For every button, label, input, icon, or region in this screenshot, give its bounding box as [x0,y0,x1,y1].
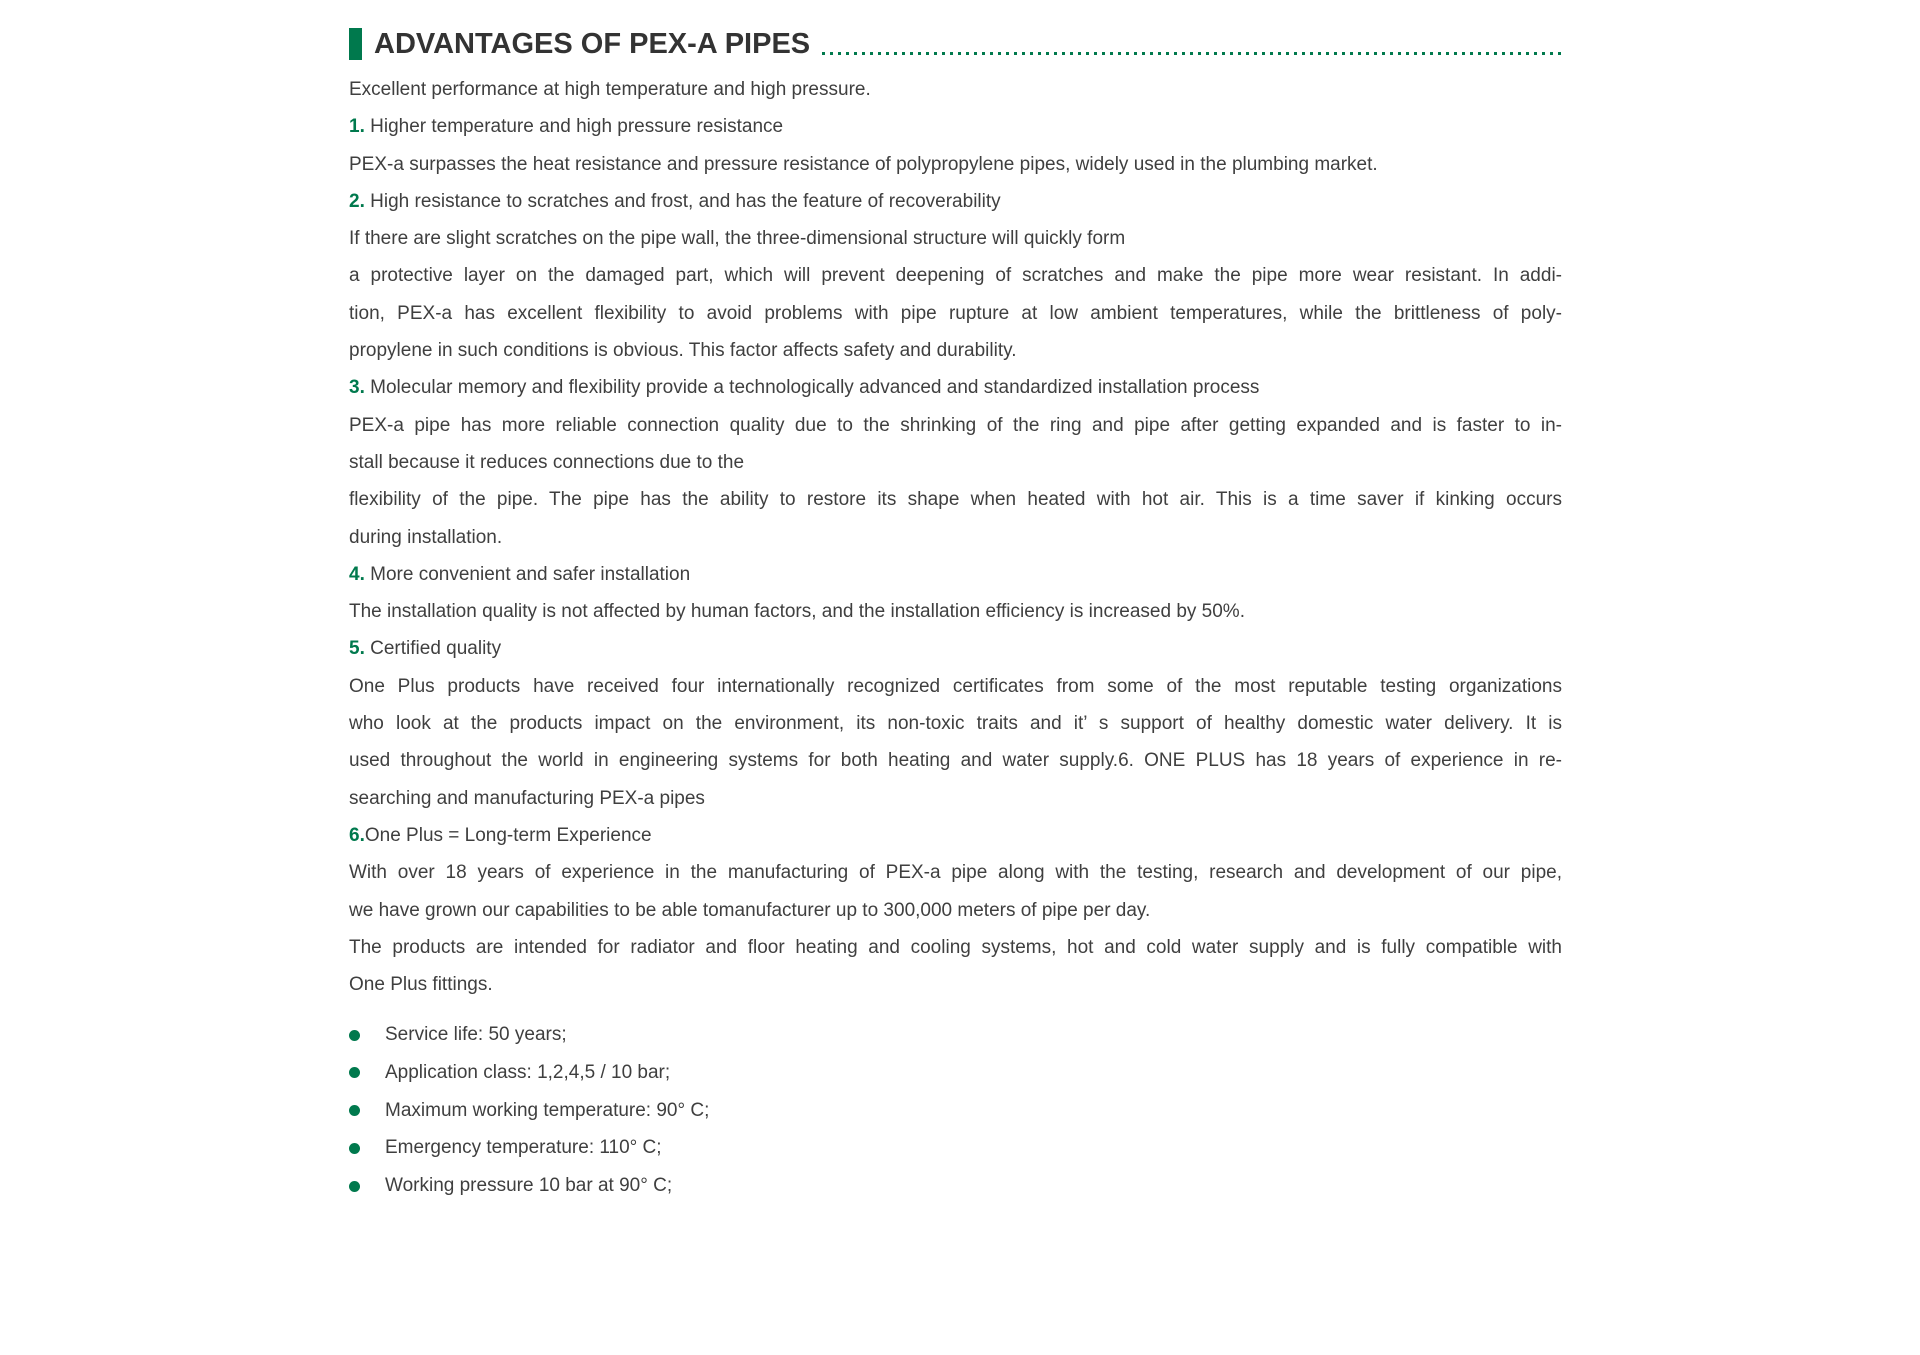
section-header [349,28,1562,60]
bullet-dot-icon [349,1067,360,1078]
numbered-line: 4. More convenient and safer installation [349,563,691,585]
text-line: tion, PEX-a has excellent flexibility to avoid problems with pipe rupture at low ambient temperatures, while the brittleness of poly- [349,302,1562,324]
text-line: If there are slight scratches on the pipe wall, the three-dimensional structure will quickly form [349,228,1126,250]
dotted-rule [822,52,1562,55]
numbered-line: 3. Molecular memory and flexibility provide a technologically advanced and standardized installation process [349,377,1260,399]
spec-item-label: Working pressure 10 bar at 90° C; [385,1175,673,1197]
text-line: The products are intended for radiator and floor heating and cooling systems, hot and cold water supply and is fully compatible with [349,936,1562,958]
content-column [349,28,1562,1205]
spec-item [349,1016,1562,1054]
bullet-dot-icon [349,1105,360,1116]
bullet-dot-icon [349,1143,360,1154]
spec-item-label: Maximum working temperature: 90° C; [385,1099,710,1121]
item-number: 5. [349,638,365,660]
accent-bar [349,28,362,60]
numbered-line: 6.One Plus = Long-term Experience [349,824,652,846]
text-line: One Plus products have received four internationally recognized certificates from some of the most reputable testing organizations [349,675,1562,697]
text-line: The installation quality is not affected by human factors, and the installation efficiency is increased by 50%. [349,601,1245,623]
text-line: PEX-a surpasses the heat resistance and pressure resistance of polypropylene pipes, widely used in the plumbing market. [349,153,1378,175]
spec-item [349,1054,1562,1092]
spec-item [349,1092,1562,1130]
item-number: 6. [349,824,365,846]
numbered-line: 1. Higher temperature and high pressure resistance [349,116,784,138]
text-line: propylene in such conditions is obvious. This factor affects safety and durability. [349,340,1017,362]
text-line: flexibility of the pipe. The pipe has the ability to restore its shape when heated with hot air. This is a time saver if kinking occurs [349,489,1562,511]
spec-item-label: Emergency temperature: 110° C; [385,1137,662,1159]
spec-item-label: Service life: 50 years; [385,1024,567,1046]
text-line: PEX-a pipe has more reliable connection quality due to the shrinking of the ring and pipe after getting expanded and is faster to in- [349,414,1562,436]
section-title: ADVANTAGES OF PEX-A PIPES [374,28,811,60]
text-line: One Plus fittings. [349,974,493,996]
item-number: 3. [349,377,365,399]
text-line: With over 18 years of experience in the manufacturing of PEX-a pipe along with the testing, research and development of our pipe, [349,862,1562,884]
text-line: searching and manufacturing PEX-a pipes [349,787,705,809]
body-text [349,71,1562,1003]
spec-item-label: Application class: 1,2,4,5 / 10 bar; [385,1061,671,1083]
spec-item [349,1129,1562,1167]
numbered-line: 5. Certified quality [349,638,502,660]
spec-item [349,1167,1562,1205]
bullet-dot-icon [349,1030,360,1041]
text-line: who look at the products impact on the environment, its non-toxic traits and it’ s support of healthy domestic water delivery. It is [349,713,1562,735]
item-number: 4. [349,563,365,585]
text-line: stall because it reduces connections due to the [349,451,745,473]
text-line: used throughout the world in engineering systems for both heating and water supply.6. ONE PLUS has 18 years of experience in re- [349,750,1562,772]
bullet-dot-icon [349,1181,360,1192]
item-number: 2. [349,190,365,212]
spec-list [349,1016,1562,1204]
text-line: we have grown our capabilities to be able tomanufacturer up to 300,000 meters of pipe per day. [349,899,1151,921]
text-line: during installation. [349,526,503,548]
text-line: a protective layer on the damaged part, which will prevent deepening of scratches and make the pipe more wear resistant. In addi- [349,265,1562,287]
numbered-line: 2. High resistance to scratches and frost, and has the feature of recoverability [349,190,1001,212]
item-number: 1. [349,116,365,138]
text-line: Excellent performance at high temperature and high pressure. [349,79,871,100]
